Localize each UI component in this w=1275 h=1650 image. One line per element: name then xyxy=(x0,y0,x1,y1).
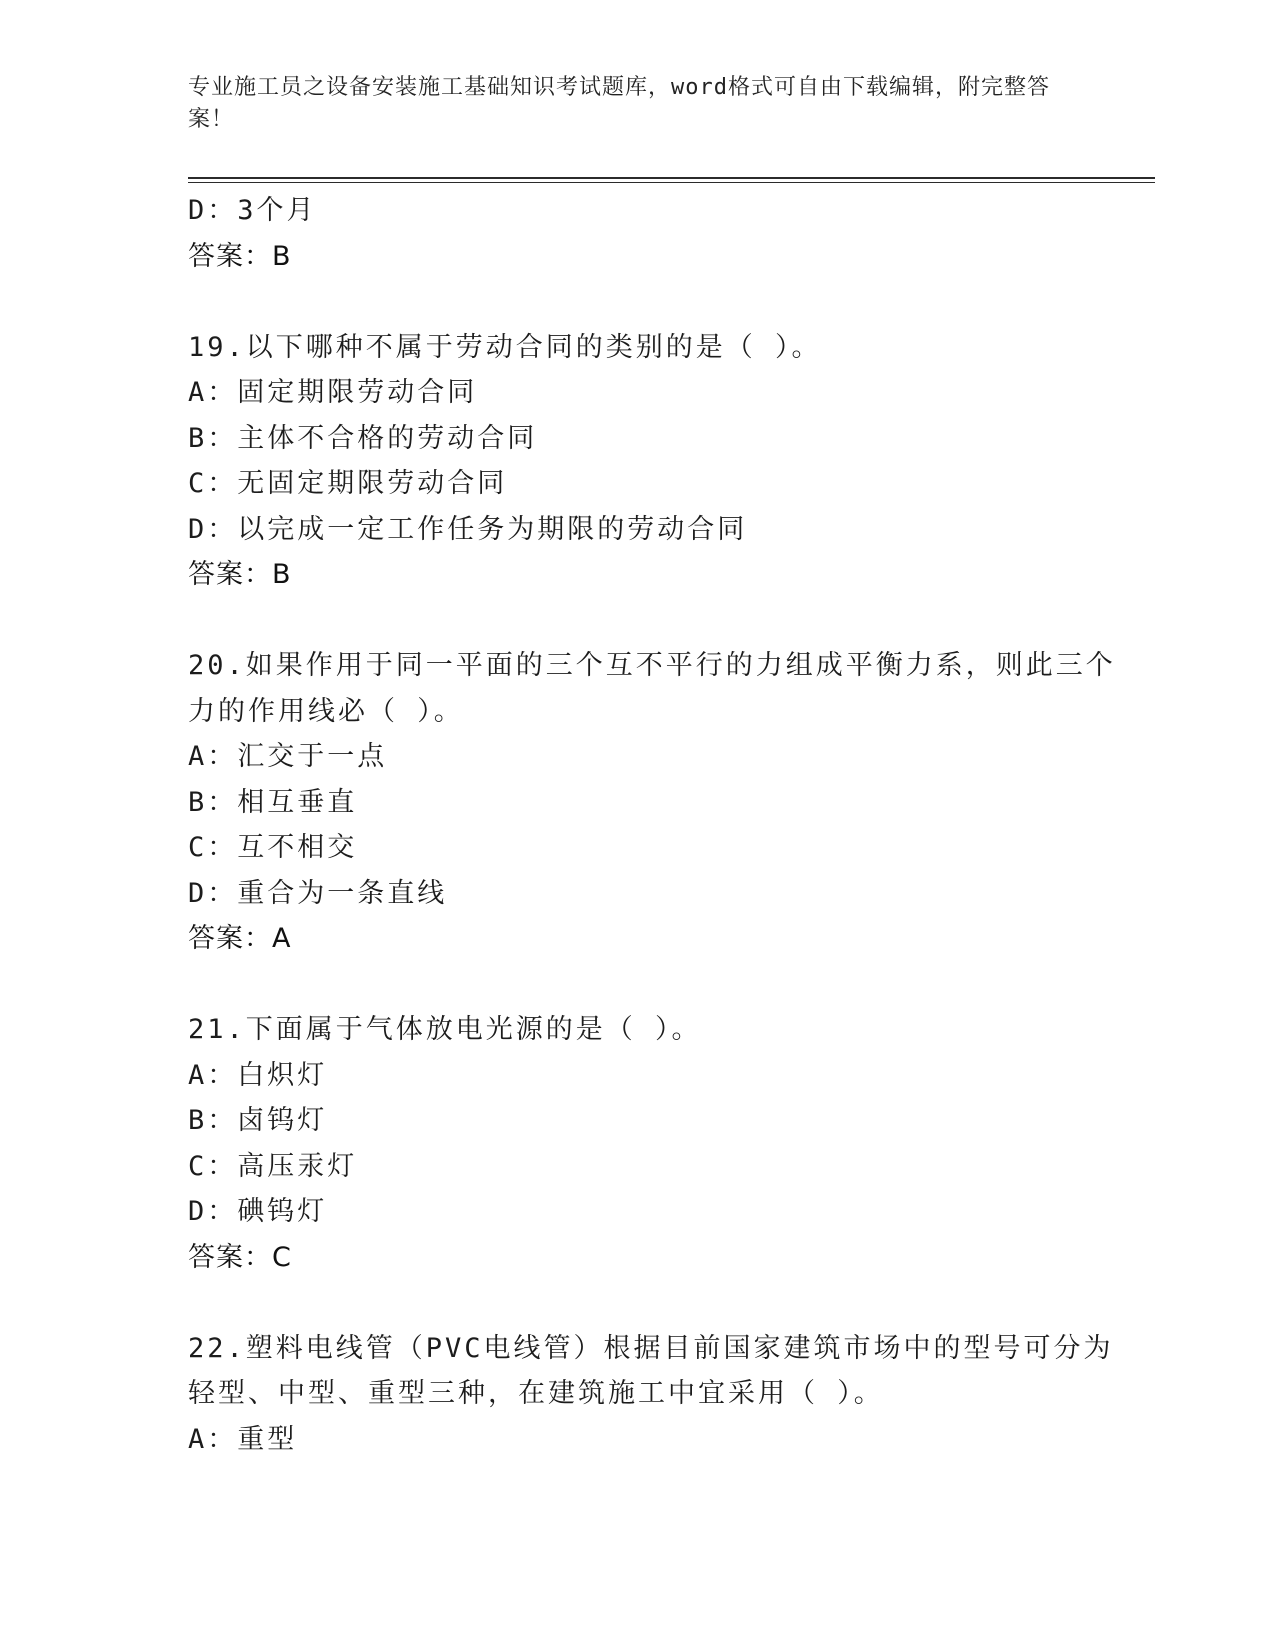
option-a: A：白炽灯 xyxy=(188,1059,328,1091)
answer-line xyxy=(188,1235,1088,1281)
question-stem-continued: 轻型、中型、重型三种，在建筑施工中宜采用（ ）。 xyxy=(188,1378,884,1409)
option-d: D：以完成一定工作任务为期限的劳动合同 xyxy=(188,513,748,545)
option-c: C：互不相交 xyxy=(188,832,358,863)
spacer xyxy=(188,279,1088,325)
header-divider-thin xyxy=(188,182,1155,183)
option-b: B：主体不合格的劳动合同 xyxy=(188,422,538,454)
answer-line xyxy=(188,916,1088,962)
option-a: A：重型 xyxy=(188,1423,298,1455)
answer-value: B xyxy=(272,240,292,272)
spacer xyxy=(188,962,1088,1008)
option-d: D：重合为一条直线 xyxy=(188,877,448,909)
question-stem: 20.如果作用于同一平面的三个互不平行的力组成平衡力系，则此三个 xyxy=(188,650,1116,681)
option-d: D：3个月 xyxy=(188,195,317,226)
document-body xyxy=(188,188,1116,1462)
question-19 xyxy=(188,325,1088,598)
answer-value: B xyxy=(272,559,292,590)
question-22 xyxy=(188,1326,1114,1463)
option-d: D：碘钨灯 xyxy=(188,1196,328,1227)
question-20 xyxy=(188,643,1116,962)
header-divider-thick xyxy=(188,177,1155,179)
document-header: 专业施工员之设备安装施工基础知识考试题库，word格式可自由下载编辑，附完整答案！ xyxy=(188,75,1050,132)
option-b: B：卤钨灯 xyxy=(188,1105,328,1136)
question-stem-continued: 力的作用线必（ ）。 xyxy=(188,695,464,727)
question-stem: 21.下面属于气体放电光源的是（ ）。 xyxy=(188,1014,702,1045)
answer-label: 答案： xyxy=(188,1241,272,1273)
answer-label: 答案： xyxy=(188,559,272,590)
answer-value: A xyxy=(272,923,292,954)
option-c: C：高压汞灯 xyxy=(188,1150,358,1182)
option-c: C：无固定期限劳动合同 xyxy=(188,468,508,499)
option-b: B：相互垂直 xyxy=(188,786,358,818)
spacer xyxy=(188,1280,1088,1326)
question-21 xyxy=(188,1007,1088,1280)
option-a: A：固定期限劳动合同 xyxy=(188,377,478,408)
option-a: A：汇交于一点 xyxy=(188,741,388,772)
answer-line xyxy=(188,552,1088,598)
answer-value: C xyxy=(272,1241,292,1273)
answer-line xyxy=(188,234,1088,280)
answer-label: 答案： xyxy=(188,240,272,272)
spacer xyxy=(188,598,1088,644)
question-stem: 19.以下哪种不属于劳动合同的类别的是（ ）。 xyxy=(188,331,822,363)
question-stem: 22.塑料电线管（PVC电线管）根据目前国家建筑市场中的型号可分为 xyxy=(188,1332,1114,1364)
answer-label: 答案： xyxy=(188,923,272,954)
